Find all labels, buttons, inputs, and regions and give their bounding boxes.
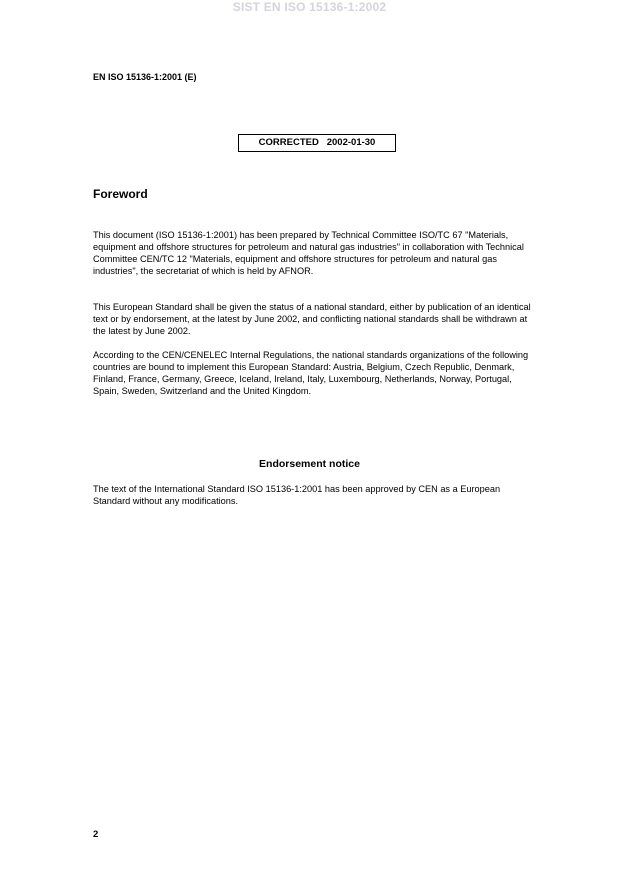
page-number: 2	[93, 829, 99, 840]
foreword-paragraph-preparation: This document (ISO 15136-1:2001) has been prepared by Technical Committee ISO/TC 67 "Materials, equipment and offshore structures for petroleum and natural gas industries" in collaboration with Technical Committee CEN/TC 12 "Materials, equipment and offshore structures for petroleum and natural gas industries", the secretariat of which is held by AFNOR.	[93, 230, 524, 277]
endorsement-heading: Endorsement notice	[259, 458, 360, 470]
foreword-paragraph-countries: According to the CEN/CENELEC Internal Regulations, the national standards organizations of the following countries are bound to implement this European Standard: Austria, Belgium, Czech Republic, Denmark, Finland, France, Germany, Greece, Iceland, Ireland, Italy, Luxembourg, Netherlands, Norway, Portugal, Spain, Sweden, Switzerland and the United Kingdom.	[93, 350, 529, 397]
corrected-stamp: CORRECTED 2002-01-30	[238, 134, 396, 152]
watermark-text: SIST EN ISO 15136-1:2002	[232, 0, 387, 14]
endorsement-text: The text of the International Standard ISO 15136-1:2001 has been approved by CEN as a European Standard without any modifications.	[93, 484, 501, 507]
document-reference: EN ISO 15136-1:2001 (E)	[93, 72, 197, 82]
foreword-heading: Foreword	[93, 187, 148, 201]
foreword-paragraph-status: This European Standard shall be given the status of a national standard, either by publication of an identical text or by endorsement, at the latest by June 2002, and conflicting national standards shall be withdrawn at the latest by June 2002.	[93, 302, 531, 337]
